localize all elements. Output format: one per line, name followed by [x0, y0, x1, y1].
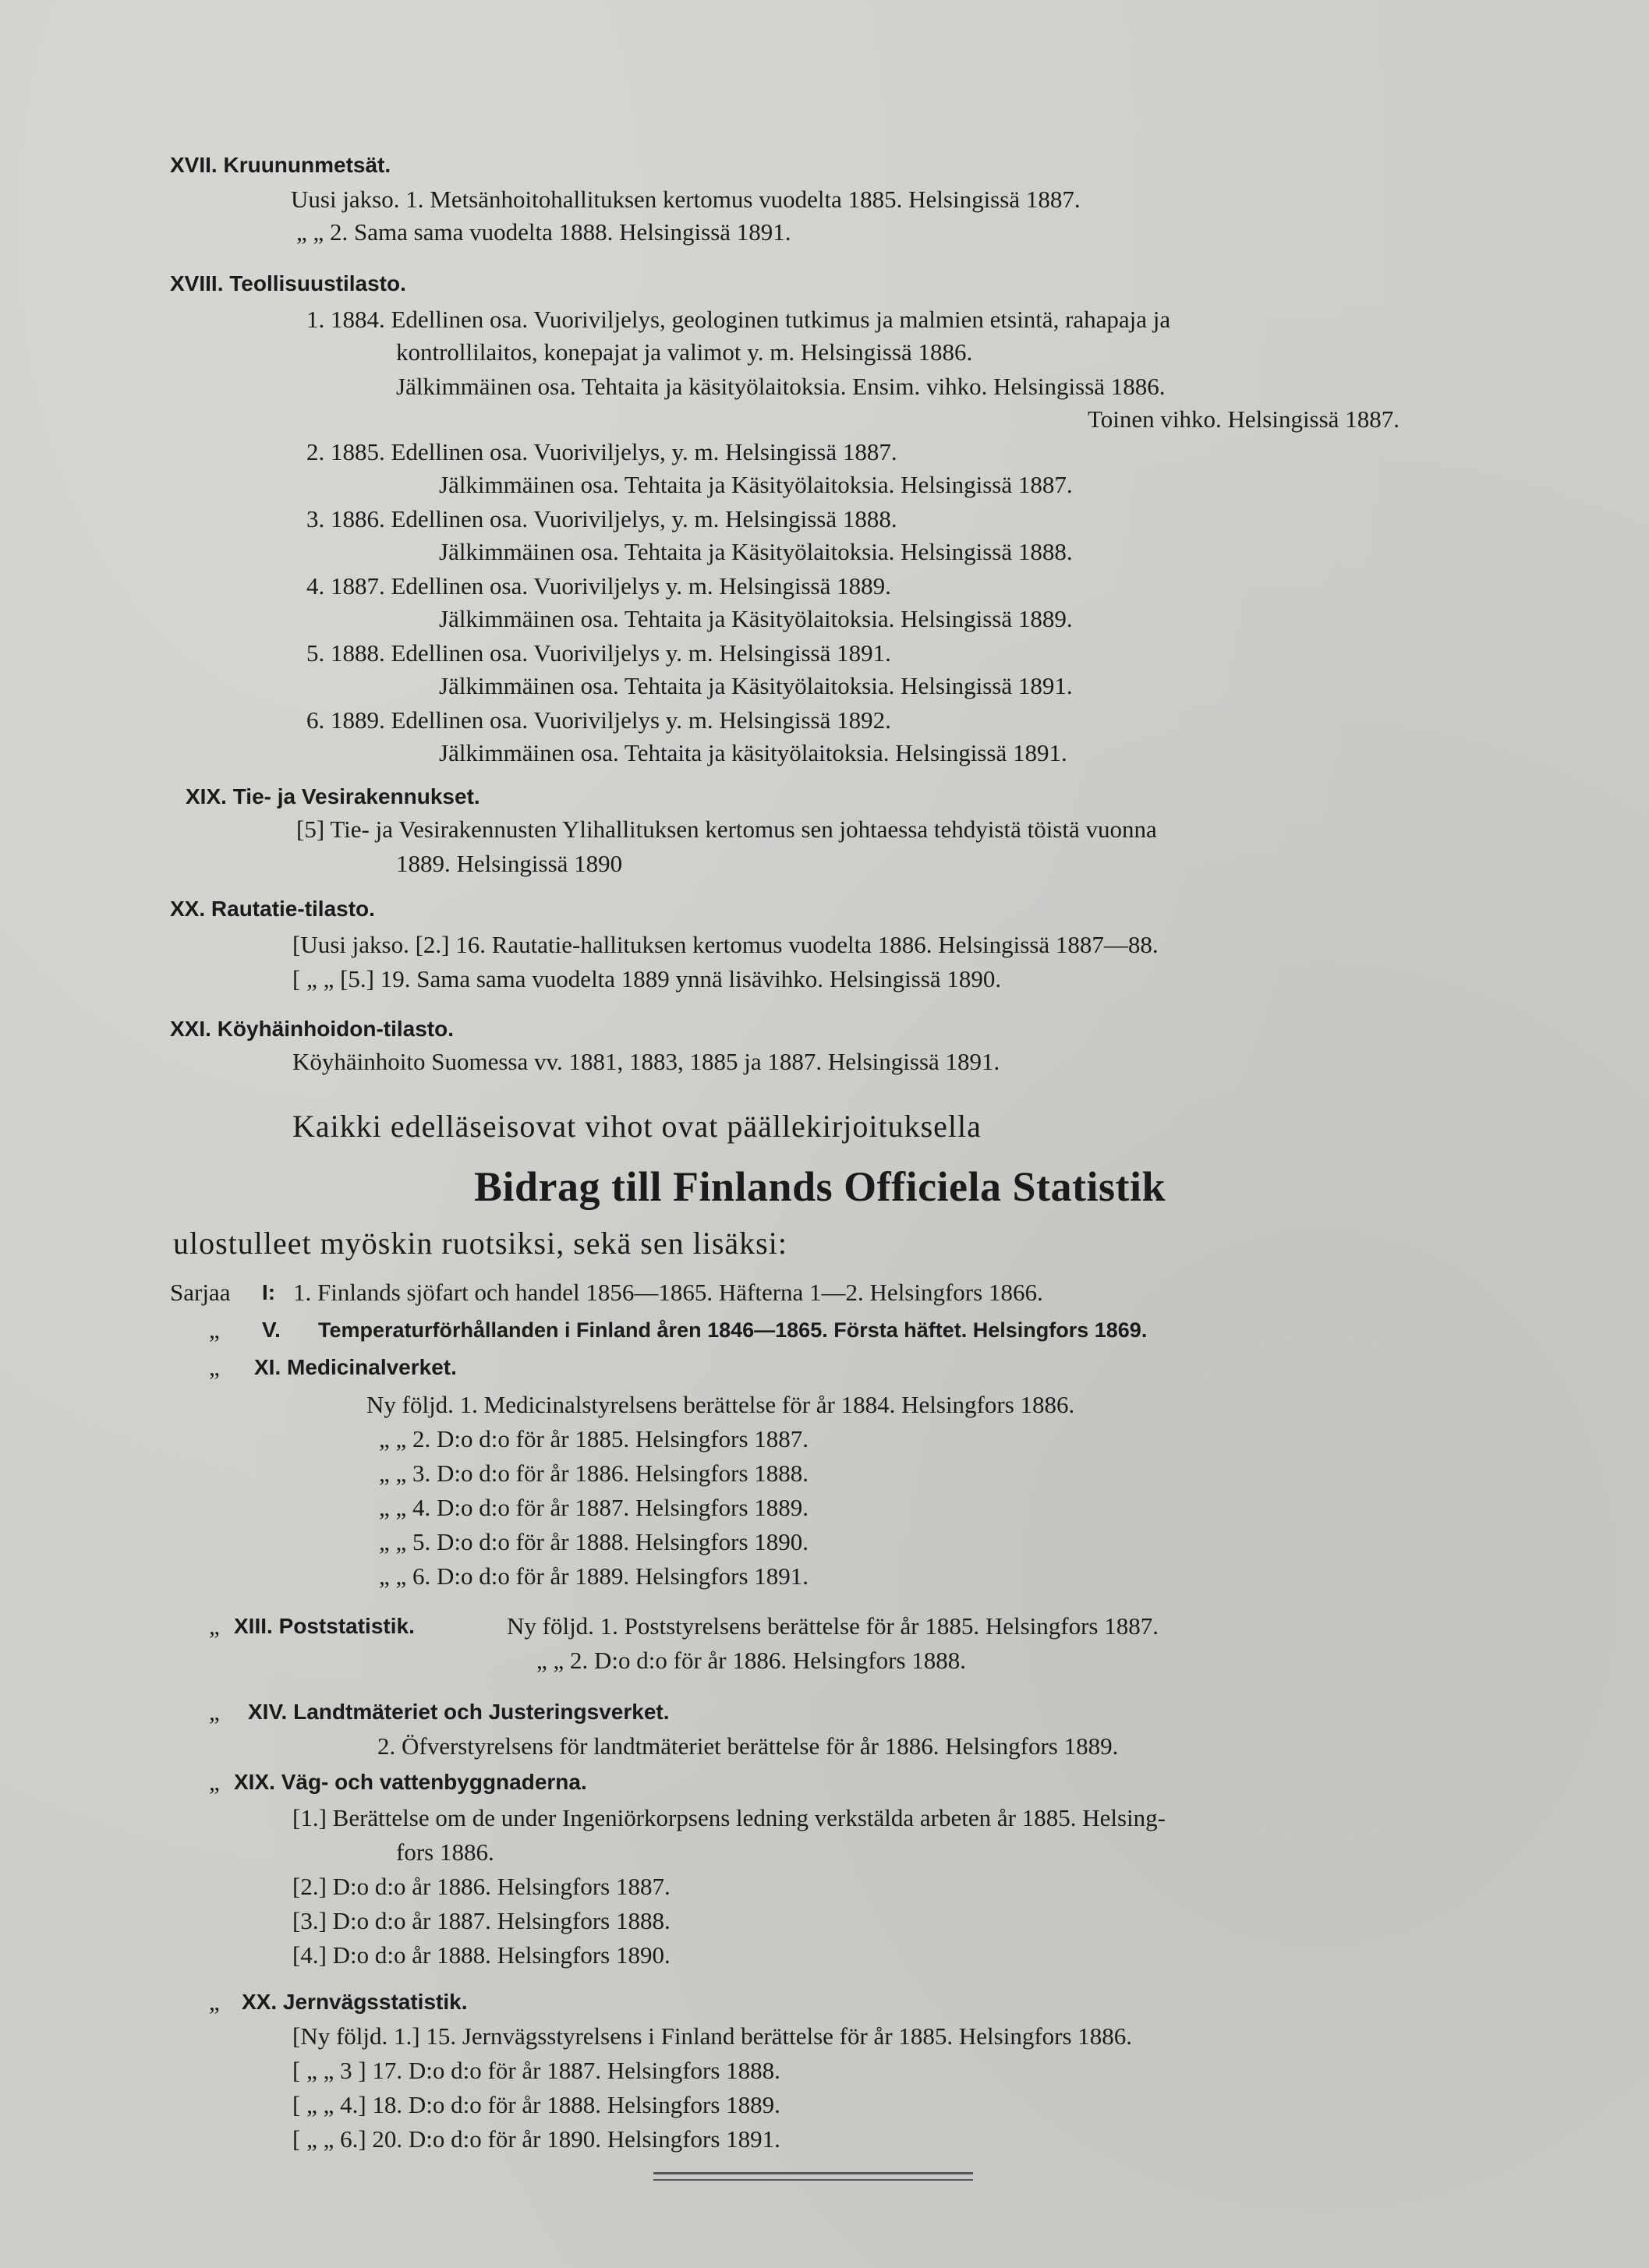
series-heading-xi: XI. Medicinalverket.: [254, 1355, 457, 1379]
text-line: „ „ 4. D:o d:o för år 1887. Helsingfors 1889.: [379, 1494, 809, 1521]
series-prefix: „: [209, 1988, 220, 2015]
series-prefix: „: [209, 1768, 220, 1796]
text-line: „ „ 2. D:o d:o för år 1886. Helsingfors 1888.: [536, 1647, 967, 1674]
text-line: Jälkimmäinen osa. Tehtaita ja Käsityölaitoksia. Helsingissä 1891.: [439, 672, 1073, 699]
text-line: [ „ „ [5.] 19. Sama sama vuodelta 1889 ynnä lisävihko. Helsingissä 1890.: [292, 965, 1002, 992]
series-prefix: „: [209, 1612, 220, 1640]
series-prefix: „: [209, 1353, 220, 1381]
text-line: [Ny följd. 1.] 15. Jernvägsstyrelsens i Finland berättelse för år 1885. Helsingfors 1886.: [292, 2022, 1133, 2050]
closing-rule: [653, 2179, 973, 2181]
text-line: Jälkimmäinen osa. Tehtaita ja käsityölaitoksia. Ensim. vihko. Helsingissä 1886.: [396, 373, 1166, 400]
text-line: Temperaturförhållanden i Finland åren 1846—1865. Första häftet. Helsingfors 1869.: [318, 1318, 1148, 1342]
text-line: Jälkimmäinen osa. Tehtaita ja Käsityölaitoksia. Helsingissä 1889.: [439, 605, 1073, 632]
text-line: 5. 1888. Edellinen osa. Vuoriviljelys y. m. Helsingissä 1891.: [306, 639, 891, 667]
series-prefix: Sarjaa: [170, 1279, 231, 1306]
section-heading-xx: XX. Rautatie-tilasto.: [170, 897, 375, 921]
text-line: [2.] D:o d:o år 1886. Helsingfors 1887.: [292, 1873, 671, 1900]
intro-line: Kaikki edelläseisovat vihot ovat päällekirjoituksella: [292, 1109, 982, 1144]
series-heading-v: V.: [262, 1318, 281, 1342]
text-line: [Uusi jakso. [2.] 16. Rautatie-hallituksen kertomus vuodelta 1886. Helsingissä 1887—88.: [292, 931, 1159, 958]
series-heading-i: I:: [262, 1280, 276, 1304]
series-heading-xx: XX. Jernvägsstatistik.: [242, 1990, 468, 2014]
text-line: Jälkimmäinen osa. Tehtaita ja Käsityölaitoksia. Helsingissä 1887.: [439, 471, 1073, 498]
text-line: „ „ 6. D:o d:o för år 1889. Helsingfors 1891.: [379, 1562, 809, 1590]
text-line: Köyhäinhoito Suomessa vv. 1881, 1883, 1885 ja 1887. Helsingissä 1891.: [292, 1048, 1000, 1075]
section-heading-xxi: XXI. Köyhäinhoidon-tilasto.: [170, 1017, 454, 1041]
text-line: 1. 1884. Edellinen osa. Vuoriviljelys, geologinen tutkimus ja malmien etsintä, rahapaja ja: [306, 306, 1171, 333]
text-line: 3. 1886. Edellinen osa. Vuoriviljelys, y. m. Helsingissä 1888.: [306, 505, 897, 533]
text-line: Uusi jakso. 1. Metsänhoitohallituksen kertomus vuodelta 1885. Helsingissä 1887.: [291, 186, 1081, 213]
text-line: [1.] Berättelse om de under Ingeniörkorpsens ledning verkstälda arbeten år 1885. Helsing-: [292, 1804, 1166, 1831]
text-line: [3.] D:o d:o år 1887. Helsingfors 1888.: [292, 1907, 671, 1934]
text-line: [5] Tie- ja Vesirakennusten Ylihallituksen kertomus sen johtaessa tehdyistä töistä vuonna: [296, 816, 1157, 843]
series-heading-xiii: XIII. Poststatistik.: [234, 1614, 415, 1638]
intro-line: ulostulleet myöskin ruotsiksi, sekä sen lisäksi:: [173, 1226, 787, 1261]
text-line: 2. 1885. Edellinen osa. Vuoriviljelys, y. m. Helsingissä 1887.: [306, 438, 897, 465]
series-prefix: „: [209, 1698, 220, 1725]
text-line: „ „ 2. D:o d:o för år 1885. Helsingfors 1887.: [379, 1425, 809, 1452]
page-title: Bidrag till Finlands Officiela Statistik: [474, 1163, 1166, 1210]
text-line: [4.] D:o d:o år 1888. Helsingfors 1890.: [292, 1941, 671, 1969]
text-line: „ „ 3. D:o d:o för år 1886. Helsingfors 1888.: [379, 1460, 809, 1487]
series-prefix: „: [209, 1316, 220, 1343]
text-line: „ „ 5. D:o d:o för år 1888. Helsingfors 1890.: [379, 1528, 809, 1555]
text-line: [ „ „ 6.] 20. D:o d:o för år 1890. Helsingfors 1891.: [292, 2125, 780, 2153]
text-line: 2. Öfverstyrelsens för landtmäteriet berättelse för år 1886. Helsingfors 1889.: [377, 1732, 1119, 1760]
section-heading-xix: XIX. Tie- ja Vesirakennukset.: [186, 784, 480, 808]
text-line: [ „ „ 3 ] 17. D:o d:o för år 1887. Helsingfors 1888.: [292, 2057, 780, 2084]
text-line: Toinen vihko. Helsingissä 1887.: [1088, 405, 1400, 433]
text-line: Ny följd. 1. Poststyrelsens berättelse för år 1885. Helsingfors 1887.: [507, 1612, 1159, 1640]
series-heading-xix: XIX. Väg- och vattenbyggnaderna.: [234, 1770, 587, 1794]
closing-rule: [653, 2172, 973, 2174]
text-line: Jälkimmäinen osa. Tehtaita ja Käsityölaitoksia. Helsingissä 1888.: [439, 538, 1073, 565]
text-line: kontrollilaitos, konepajat ja valimot y. m. Helsingissä 1886.: [396, 338, 973, 366]
text-line: „ „ 2. Sama sama vuodelta 1888. Helsingissä 1891.: [296, 218, 791, 246]
section-heading-xvii: XVII. Kruununmetsät.: [170, 153, 391, 177]
text-line: Jälkimmäinen osa. Tehtaita ja käsityölaitoksia. Helsingissä 1891.: [439, 739, 1067, 766]
text-line: 1889. Helsingissä 1890: [396, 850, 623, 877]
text-line: 1. Finlands sjöfart och handel 1856—1865. Häfterna 1—2. Helsingfors 1866.: [293, 1279, 1043, 1306]
section-heading-xviii: XVIII. Teollisuustilasto.: [170, 271, 406, 295]
text-line: fors 1886.: [396, 1838, 494, 1866]
text-line: [ „ „ 4.] 18. D:o d:o för år 1888. Helsingfors 1889.: [292, 2091, 780, 2118]
text-line: 4. 1887. Edellinen osa. Vuoriviljelys y. m. Helsingissä 1889.: [306, 572, 891, 600]
text-line: Ny följd. 1. Medicinalstyrelsens berättelse för år 1884. Helsingfors 1886.: [366, 1391, 1075, 1418]
text-line: 6. 1889. Edellinen osa. Vuoriviljelys y. m. Helsingissä 1892.: [306, 706, 891, 734]
series-heading-xiv: XIV. Landtmäteriet och Justeringsverket.: [248, 1700, 670, 1724]
